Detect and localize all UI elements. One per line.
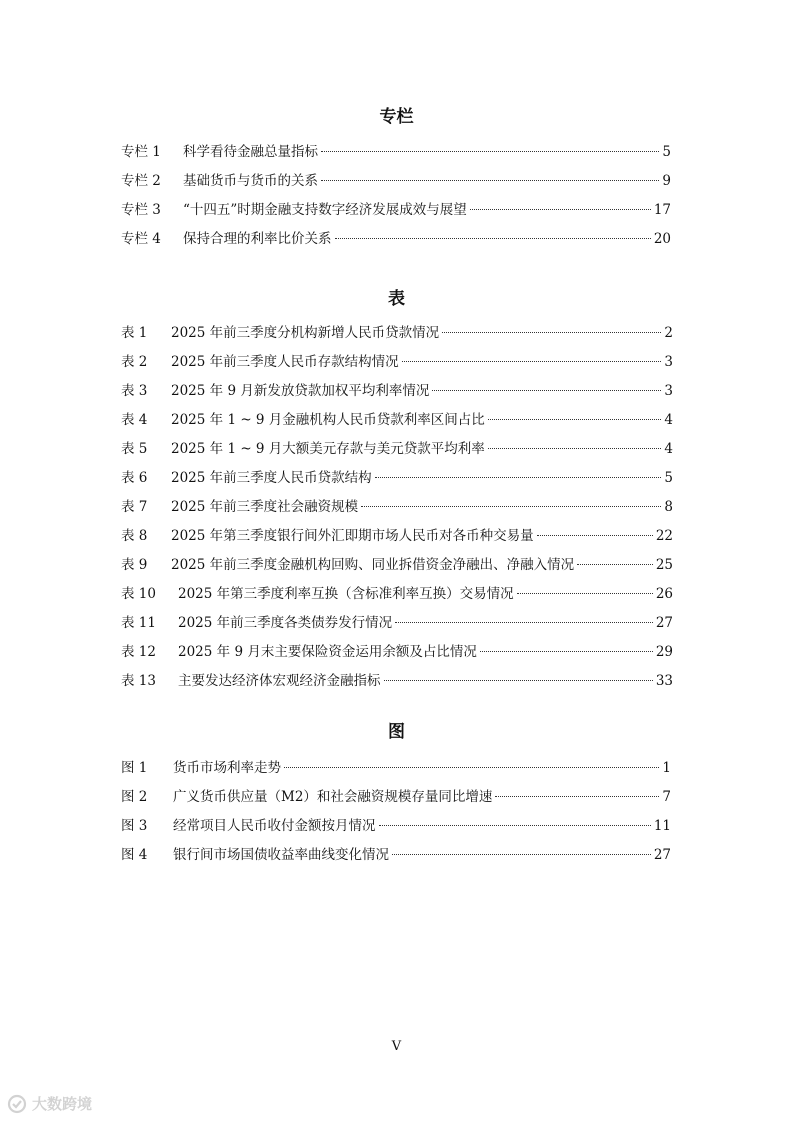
toc-page-number: 2 xyxy=(664,325,673,341)
dot-leader xyxy=(335,238,651,239)
toc-page-number: 27 xyxy=(655,615,673,631)
toc-entry[interactable] xyxy=(121,464,673,493)
toc-title: 主要发达经济体宏观经济金融指标 xyxy=(178,673,381,689)
toc-title: 2025 年前三季度分机构新增人民币贷款情况 xyxy=(171,325,440,341)
toc-label: 表 5 xyxy=(121,441,148,457)
toc-title: 2025 年前三季度社会融资规模 xyxy=(171,499,359,515)
toc-page-number: 9 xyxy=(662,173,671,189)
toc-title: 科学看待金融总量指标 xyxy=(183,144,318,160)
toc-title: 2025 年 9 月末主要保险资金运用余额及占比情况 xyxy=(178,644,477,660)
dot-leader xyxy=(395,622,653,623)
toc-title: 经常项目人民币收付金额按月情况 xyxy=(173,818,376,834)
toc-page-number: 25 xyxy=(655,557,673,573)
toc-page-number: 4 xyxy=(664,441,673,457)
toc-entry[interactable] xyxy=(121,348,673,377)
toc-label: 表 1 xyxy=(121,325,148,341)
toc-entry[interactable] xyxy=(121,580,673,609)
toc-entry[interactable] xyxy=(121,609,673,638)
toc-entry[interactable] xyxy=(121,377,673,406)
toc-page-number: 7 xyxy=(662,789,671,805)
toc-entry[interactable] xyxy=(121,841,671,870)
toc-title: 2025 年前三季度金融机构回购、同业拆借资金净融出、净融入情况 xyxy=(171,557,575,573)
dot-leader xyxy=(284,767,659,768)
dot-leader xyxy=(470,209,651,210)
toc-label: 表 10 xyxy=(121,586,156,602)
dot-leader xyxy=(488,419,662,420)
dot-leader xyxy=(480,651,653,652)
toc-page-number: 26 xyxy=(655,586,673,602)
toc-title: 银行间市场国债收益率曲线变化情况 xyxy=(173,847,389,863)
toc-entry[interactable] xyxy=(121,196,671,225)
watermark-logo-icon xyxy=(6,1093,28,1115)
watermark-text: 大数跨境 xyxy=(32,1095,93,1113)
toc-label: 表 6 xyxy=(121,470,148,486)
toc-entry[interactable] xyxy=(121,551,673,580)
toc-label: 表 2 xyxy=(121,354,148,370)
dot-leader xyxy=(402,361,662,362)
dot-leader xyxy=(321,180,659,181)
toc-label: 专栏 1 xyxy=(121,144,161,160)
toc-entry[interactable] xyxy=(121,138,671,167)
footer-page-number: V xyxy=(391,1039,402,1054)
toc-page-number: 17 xyxy=(653,202,671,218)
toc-page-number: 1 xyxy=(662,760,671,776)
toc-page-number: 5 xyxy=(662,144,671,160)
dot-leader xyxy=(517,593,653,594)
toc-title: 2025 年第三季度利率互换（含标准利率互换）交易情况 xyxy=(178,586,514,602)
toc-label: 图 1 xyxy=(121,760,148,776)
dot-leader xyxy=(442,332,661,333)
dot-leader xyxy=(321,151,659,152)
toc-title: 2025 年前三季度各类债券发行情况 xyxy=(178,615,393,631)
toc-entry[interactable] xyxy=(121,493,673,522)
toc-page-number: 3 xyxy=(664,354,673,370)
toc-page-number: 8 xyxy=(664,499,673,515)
dot-leader xyxy=(379,825,651,826)
toc-label: 表 7 xyxy=(121,499,148,515)
toc-title: 货币市场利率走势 xyxy=(173,760,281,776)
toc-entry[interactable] xyxy=(121,783,671,812)
toc-page-number: 3 xyxy=(664,383,673,399)
toc-title: 2025 年第三季度银行间外汇即期市场人民币对各币种交易量 xyxy=(171,528,534,544)
toc-page-number: 20 xyxy=(653,231,671,247)
toc-entry[interactable] xyxy=(121,435,673,464)
dot-leader xyxy=(537,535,653,536)
toc-page-number: 33 xyxy=(655,673,673,689)
dot-leader xyxy=(361,506,661,507)
toc-entry[interactable] xyxy=(121,667,673,696)
dot-leader xyxy=(375,477,662,478)
watermark xyxy=(6,1093,92,1115)
section-heading-columns: 专栏 xyxy=(379,107,414,127)
toc-page-number: 22 xyxy=(655,528,673,544)
toc-label: 专栏 3 xyxy=(121,202,161,218)
toc-entry[interactable] xyxy=(121,319,673,348)
section-heading-figures: 图 xyxy=(388,722,405,742)
toc-label: 图 3 xyxy=(121,818,148,834)
toc-label: 表 8 xyxy=(121,528,148,544)
toc-entry[interactable] xyxy=(121,167,671,196)
toc-label: 表 12 xyxy=(121,644,156,660)
toc-page-number: 5 xyxy=(664,470,673,486)
toc-title: 基础货币与货币的关系 xyxy=(183,173,318,189)
toc-title: 广义货币供应量（M2）和社会融资规模存量同比增速 xyxy=(173,789,493,805)
section-heading-tables: 表 xyxy=(388,289,405,309)
toc-title: “十四五”时期金融支持数字经济发展成效与展望 xyxy=(183,202,467,218)
toc-entry[interactable] xyxy=(121,754,671,783)
toc-entry[interactable] xyxy=(121,225,671,254)
dot-leader xyxy=(577,564,653,565)
toc-list-figures xyxy=(121,754,671,870)
toc-title: 2025 年 1 ~ 9 月金融机构人民币贷款利率区间占比 xyxy=(171,412,485,428)
toc-list-tables xyxy=(121,319,673,696)
toc-label: 专栏 2 xyxy=(121,173,161,189)
toc-label: 表 9 xyxy=(121,557,148,573)
toc-title: 2025 年前三季度人民币贷款结构 xyxy=(171,470,372,486)
toc-list-columns xyxy=(121,138,671,254)
dot-leader xyxy=(495,796,659,797)
toc-label: 表 13 xyxy=(121,673,156,689)
dot-leader xyxy=(384,680,653,681)
toc-title: 保持合理的利率比价关系 xyxy=(183,231,332,247)
toc-title: 2025 年 1 ~ 9 月大额美元存款与美元贷款平均利率 xyxy=(171,441,485,457)
toc-page-number: 29 xyxy=(655,644,673,660)
toc-page-number: 27 xyxy=(653,847,671,863)
toc-label: 专栏 4 xyxy=(121,231,161,247)
toc-page-number: 11 xyxy=(653,818,671,834)
toc-entry[interactable] xyxy=(121,522,673,551)
toc-label: 图 4 xyxy=(121,847,148,863)
dot-leader xyxy=(392,854,651,855)
toc-label: 表 11 xyxy=(121,615,156,631)
toc-label: 图 2 xyxy=(121,789,148,805)
toc-label: 表 3 xyxy=(121,383,148,399)
dot-leader xyxy=(432,390,661,391)
toc-page-number: 4 xyxy=(664,412,673,428)
toc-label: 表 4 xyxy=(121,412,148,428)
toc-entry[interactable] xyxy=(121,638,673,667)
toc-title: 2025 年 9 月新发放贷款加权平均利率情况 xyxy=(171,383,430,399)
toc-entry[interactable] xyxy=(121,812,671,841)
toc-title: 2025 年前三季度人民币存款结构情况 xyxy=(171,354,399,370)
dot-leader xyxy=(488,448,662,449)
toc-entry[interactable] xyxy=(121,406,673,435)
